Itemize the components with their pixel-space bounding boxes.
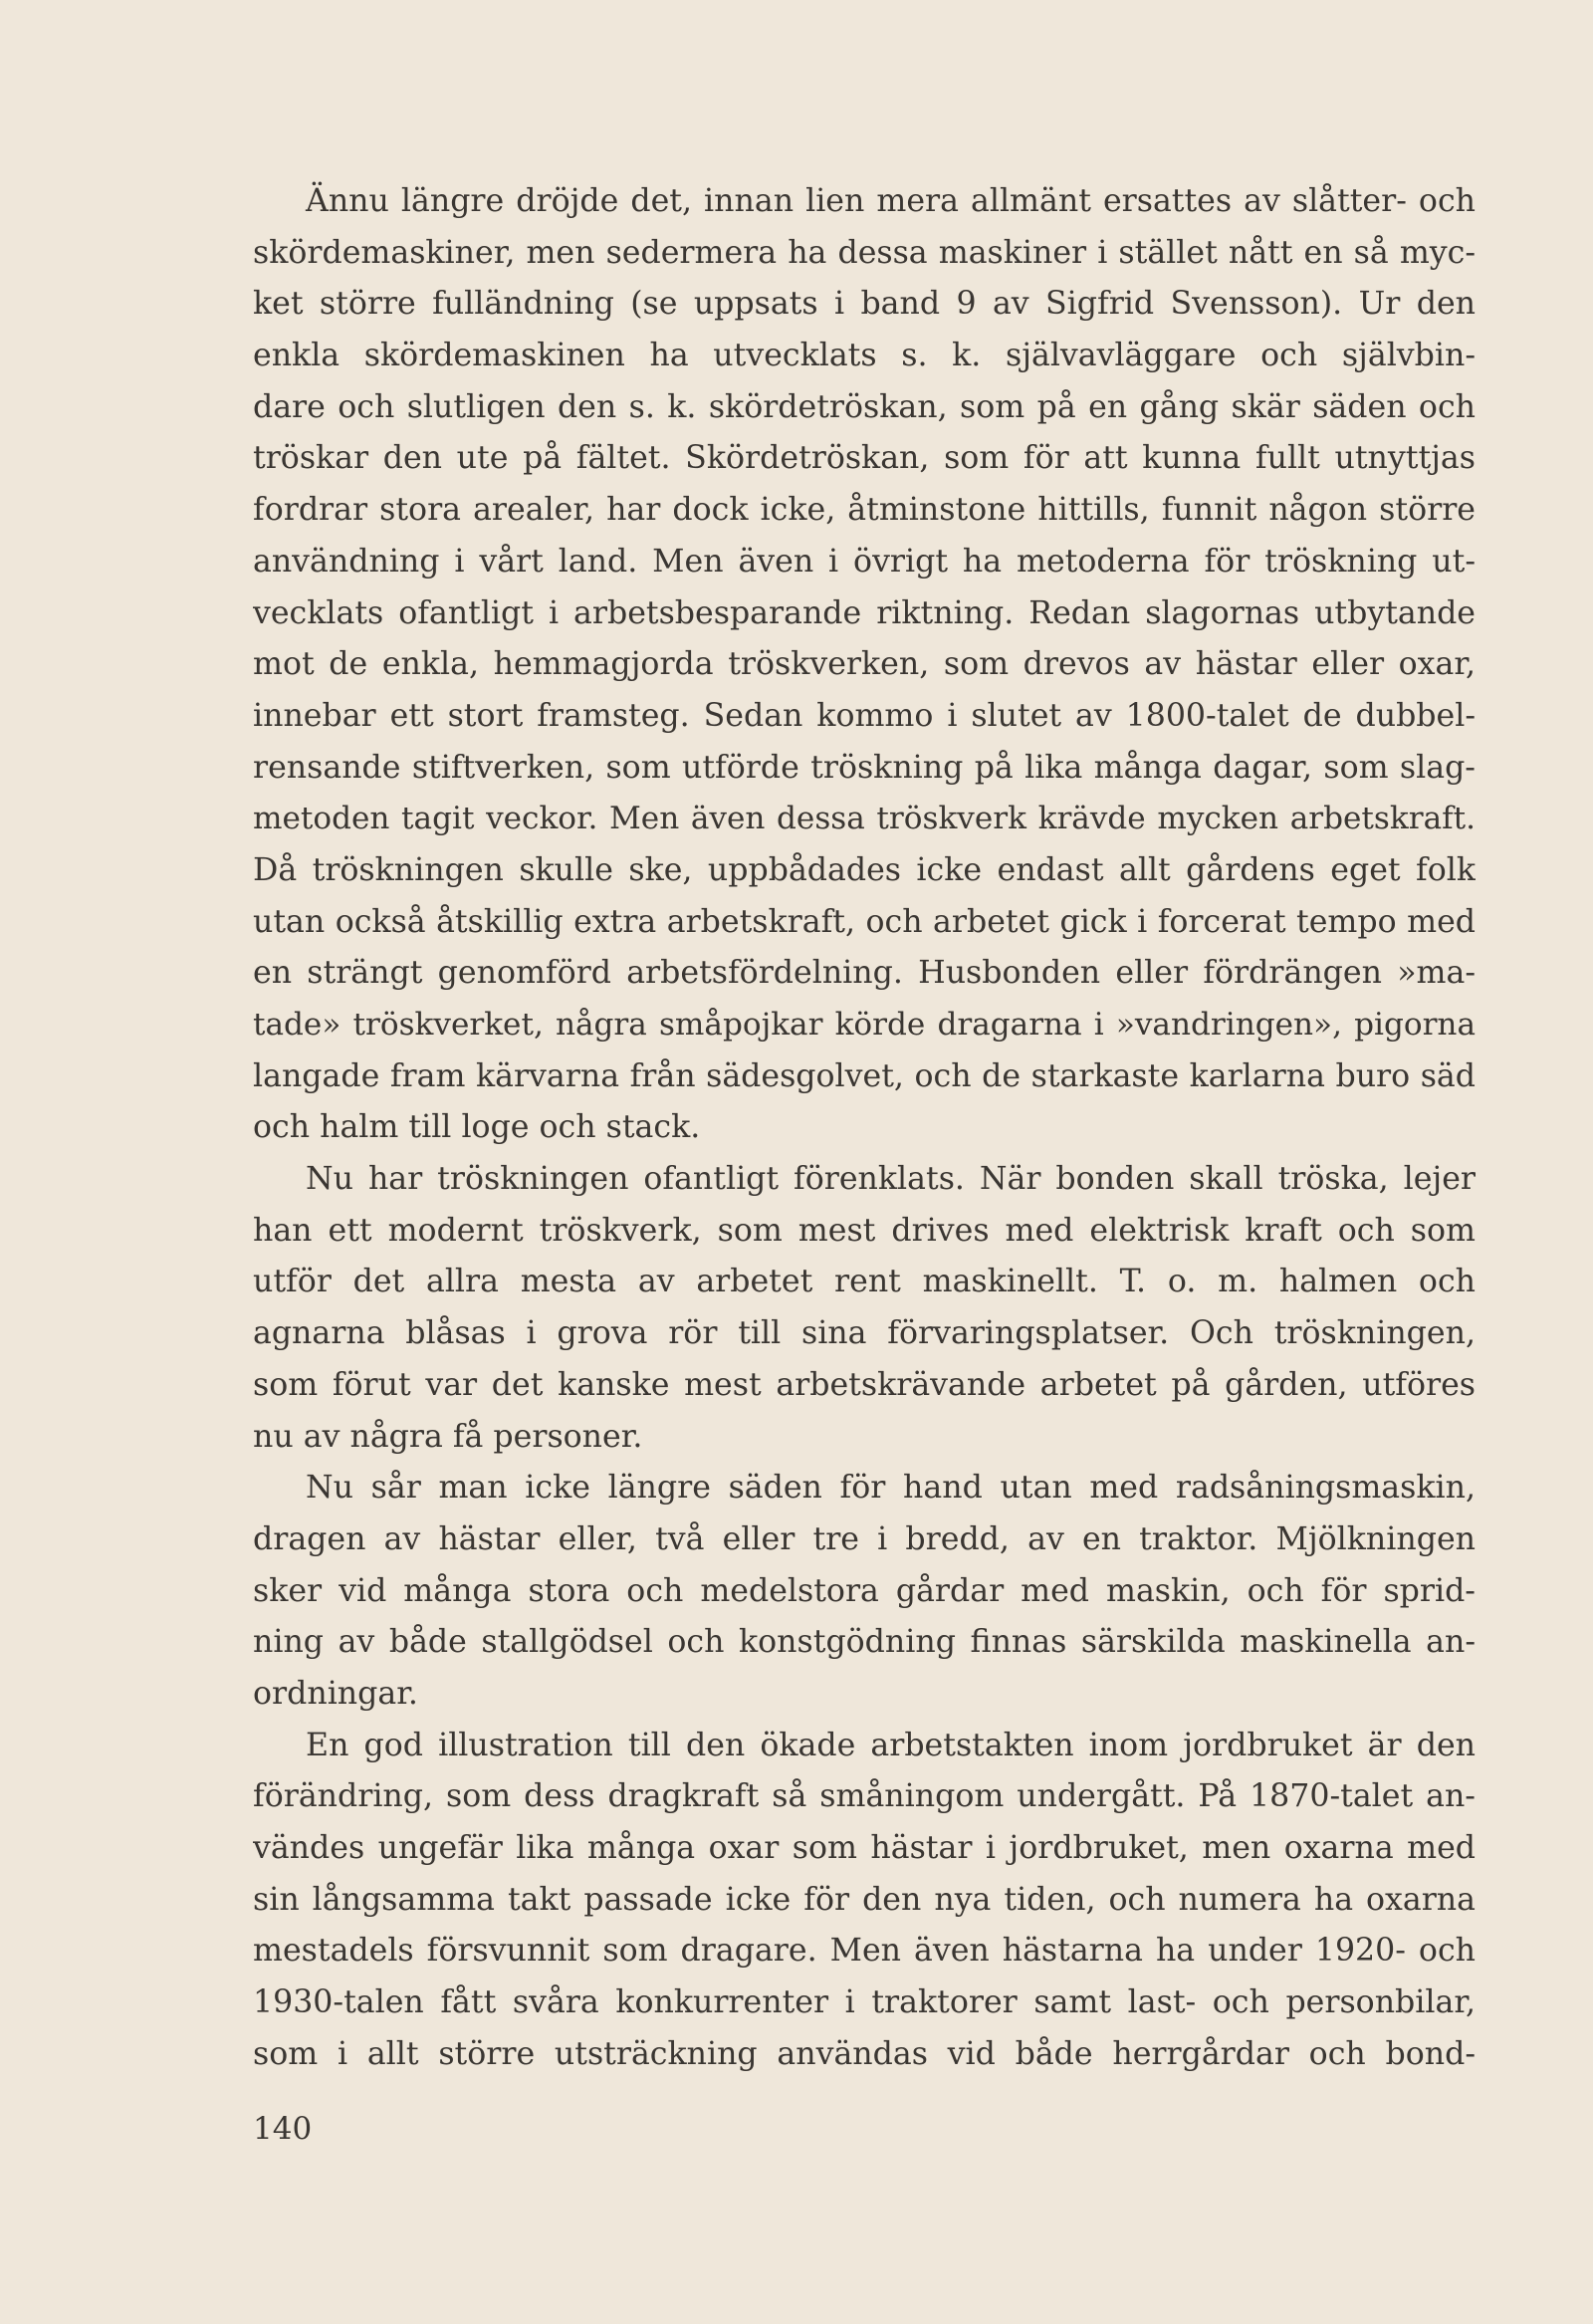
text-line: som i allt större utsträckning användas vid både herrgårdar och bond- [253,2035,1476,2072]
text-line: och halm till loge och stack. [253,1109,701,1146]
text-line: ning av både stallgödsel och konstgödning finnas särskilda maskinella an- [253,1624,1476,1661]
text-line: metoden tagit veckor. Men även dessa tröskverk krävde mycken arbetskraft. [253,801,1476,837]
text-line: tade» tröskverket, några småpojkar körde dragarna i »vandringen», pigorna [253,1007,1476,1043]
text-line: agnarna blåsas i grova rör till sina förvaringsplatser. Och tröskningen, [253,1315,1476,1352]
page-number: 140 [253,2111,313,2147]
text-line: rensande stiftverken, som utförde tröskning på lika många dagar, som slag- [253,749,1476,786]
text-line: Ännu längre dröjde det, innan lien mera allmänt ersattes av slåtter- och [306,183,1476,219]
text-line: en strängt genomförd arbetsfördelning. Husbonden eller fördrängen »ma- [253,955,1476,992]
text-line: innebar ett stort framsteg. Sedan kommo i slutet av 1800-talet de dubbel- [253,697,1476,734]
text-line: ordningar. [253,1675,418,1712]
text-line: användning i vårt land. Men även i övrigt ha metoderna för tröskning ut- [253,543,1476,580]
text-line: 1930-talen fått svåra konkurrenter i traktorer samt last- och personbilar, [253,1984,1476,2021]
text-line: enkla skördemaskinen ha utvecklats s. k. självavläggare och självbin- [253,338,1476,374]
text-line: En god illustration till den ökade arbetstakten inom jordbruket är den [306,1727,1476,1763]
text-line: han ett modernt tröskverk, som mest drives med elektrisk kraft och som [253,1212,1476,1249]
text-line: sker vid många stora och medelstora gårdar med maskin, och för sprid- [253,1572,1476,1609]
text-line: vecklats ofantligt i arbetsbesparande riktning. Redan slagornas utbytande [253,594,1476,631]
text-line: som förut var det kanske mest arbetskrävande arbetet på gården, utföres [253,1366,1476,1403]
text-line: Nu har tröskningen ofantligt förenklats. När bonden skall tröska, lejer [306,1161,1476,1198]
text-line: fordrar stora arealer, har dock icke, åtminstone hittills, funnit någon större [253,492,1476,529]
text-line: utan också åtskillig extra arbetskraft, och arbetet gick i forcerat tempo med [253,903,1476,940]
text-line: mot de enkla, hemmagjorda tröskverken, som drevos av hästar eller oxar, [253,646,1476,683]
text-line: mestadels försvunnit som dragare. Men även hästarna ha under 1920- och [253,1933,1476,1970]
text-line: utför det allra mesta av arbetet rent maskinellt. T. o. m. halmen och [253,1264,1476,1300]
text-line: langade fram kärvarna från sädesgolvet, och de starkaste karlarna buro säd [253,1057,1476,1094]
text-line: nu av några få personer. [253,1418,643,1455]
text-line: ket större fulländning (se uppsats i band 9 av Sigfrid Svensson). Ur den [253,286,1476,323]
body-text [253,176,1476,2080]
text-line: Nu sår man icke längre säden för hand utan med radsåningsmaskin, [306,1470,1476,1507]
text-line: Då tröskningen skulle ske, uppbådades icke endast allt gårdens eget folk [253,851,1476,888]
text-line: förändring, som dess dragkraft så småningom undergått. På 1870-talet an- [253,1778,1476,1815]
text-line: skördemaskiner, men sedermera ha dessa maskiner i stället nått en så myc- [253,234,1476,271]
text-line: dragen av hästar eller, två eller tre i bredd, av en traktor. Mjölkningen [253,1520,1476,1557]
text-line: tröskar den ute på fältet. Skördetröskan, som för att kunna fullt utnyttjas [253,440,1476,477]
text-line: sin långsamma takt passade icke för den nya tiden, och numera ha oxarna [253,1881,1476,1918]
text-line: dare och slutligen den s. k. skördetröskan, som på en gång skär säden och [253,388,1476,425]
text-line: vändes ungefär lika många oxar som hästar i jordbruket, men oxarna med [253,1830,1476,1866]
